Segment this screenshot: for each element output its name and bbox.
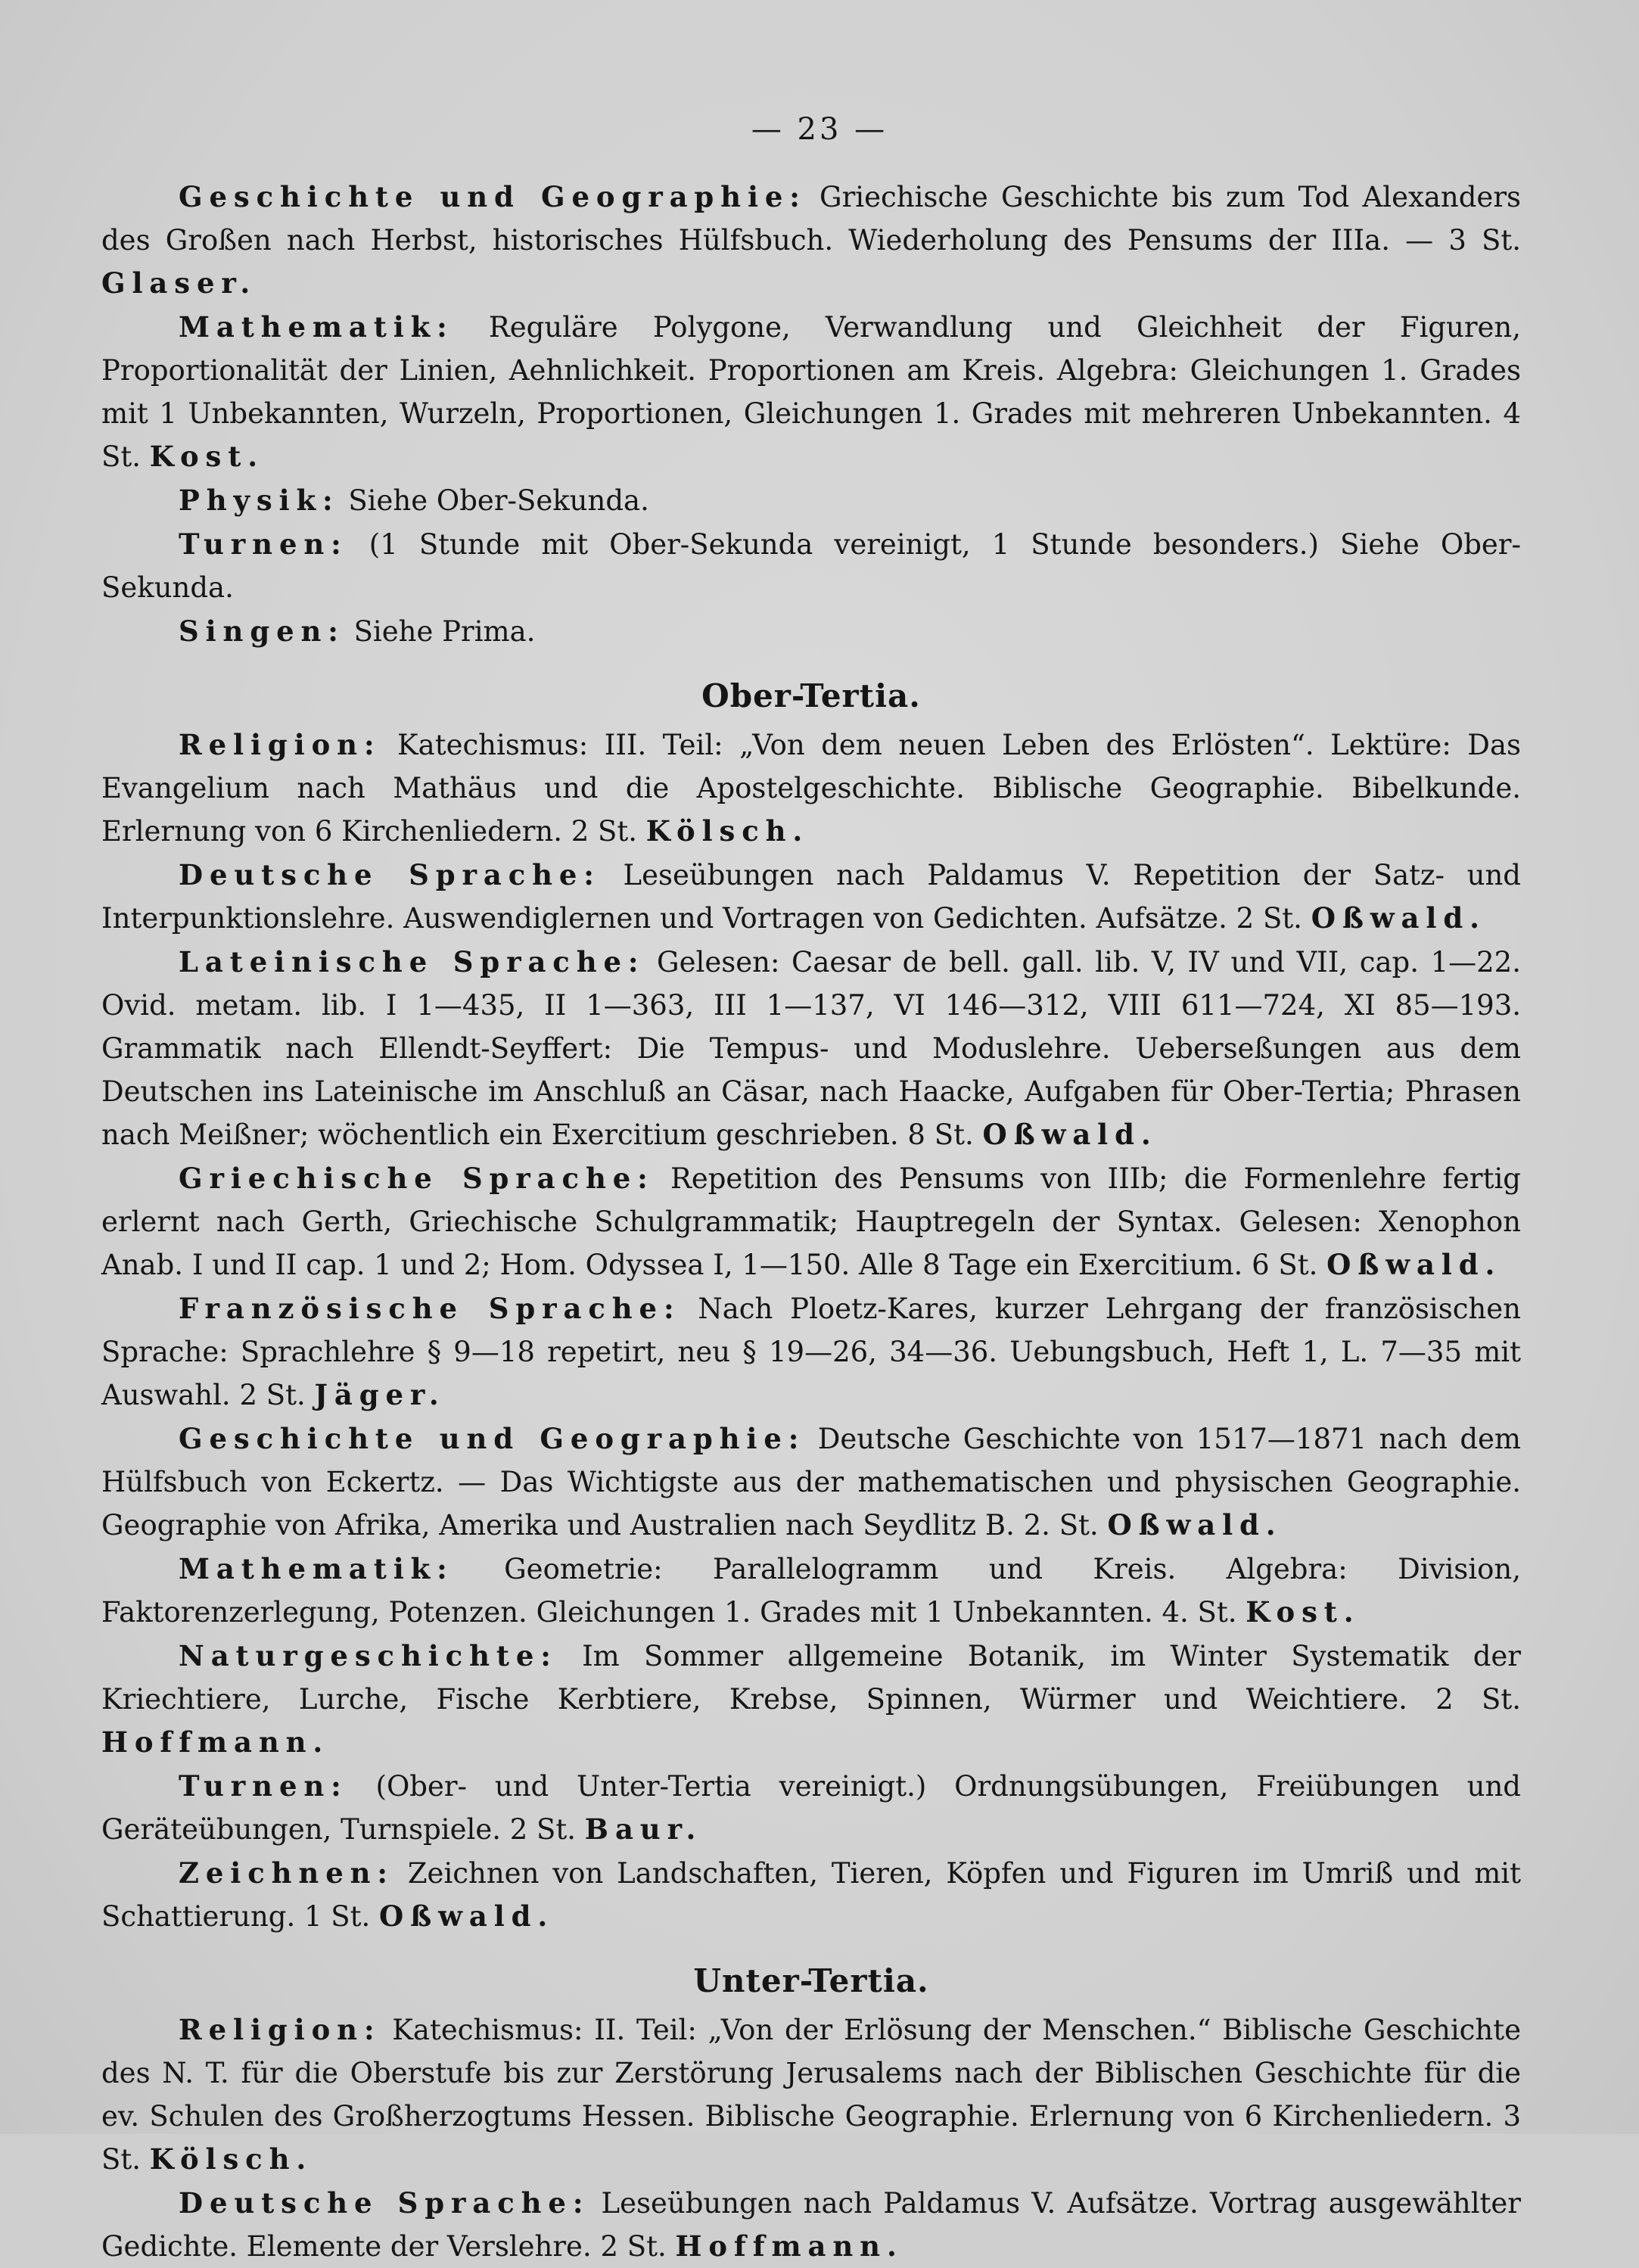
teacher-name: Hoffmann. xyxy=(675,2229,903,2263)
paragraph-turnen-1 xyxy=(101,523,1521,609)
teacher-name: Glaser. xyxy=(101,266,257,300)
teacher-name: Oßwald. xyxy=(1326,1248,1502,1281)
teacher-name: Hoffmann. xyxy=(101,1725,330,1759)
paragraph-text: Leseübungen nach Paldamus V. Aufsätze. Vortrag ausgewählter Gedichte. Elemente der Verslehre. 2 St. xyxy=(101,2187,1521,2263)
teacher-name: Kost. xyxy=(149,440,264,473)
teacher-name: Oßwald. xyxy=(1311,901,1486,935)
subject-label: Deutsche Sprache: xyxy=(179,858,601,891)
paragraph-zeichnen-2 xyxy=(101,1852,1521,1938)
subject-label: Physik: xyxy=(179,484,340,517)
teacher-name: Jäger. xyxy=(314,1378,446,1411)
subject-label: Religion: xyxy=(179,728,381,761)
paragraph-text: Gelesen: Caesar de bell. gall. lib. V, IV und VII, cap. 1—22. Ovid. metam. lib. I 1—435, II 1—363, III 1—137, VI 146—312, VIII 611—724, XI 85—193. Grammatik nach Ellendt-Seyffert: Die Tempus- und Moduslehre. Ueberseßungen aus dem Deutschen ins Lateinische im Anschluß an Cäsar, nach Haacke, Aufgaben für Ober-Tertia; Phrasen nach Meißner; wöchentlich ein Exercitium geschrieben. 8 St. xyxy=(101,946,1521,1151)
paragraph-text: (Ober- und Unter-Tertia vereinigt.) Ordnungsübungen, Freiübungen und Geräteübungen, Turnspiele. 2 St. xyxy=(101,1770,1521,1846)
teacher-name: Kölsch. xyxy=(645,814,810,848)
paragraph-religion-2 xyxy=(101,723,1521,853)
paragraph-text: Siehe Prima. xyxy=(344,615,536,648)
subject-label: Griechische Sprache: xyxy=(179,1162,655,1195)
subject-label: Turnen: xyxy=(179,1769,348,1803)
paragraph-text: Griechische Geschichte bis zum Tod Alexanders des Großen nach Herbst, historisches Hülfsbuch. Wiederholung des Pensums der IIIa. — 3 St. xyxy=(101,181,1522,257)
teacher-name: Oßwald. xyxy=(1107,1508,1283,1542)
body-text xyxy=(101,176,1521,2268)
subject-label: Mathematik: xyxy=(179,310,454,344)
paragraph-deutsch-3 xyxy=(101,2182,1521,2268)
paragraph-text: Geometrie: Parallelogramm und Kreis. Algebra: Division, Faktorenzerlegung, Potenzen. Gleichungen 1. Grades mit 1 Unbekannten. 4. St. xyxy=(101,1553,1521,1629)
paragraph-text: Deutsche Geschichte von 1517—1871 nach dem Hülfsbuch von Eckertz. — Das Wichtigste aus der mathematischen und physischen Geographie. Geographie von Afrika, Amerika und Australien nach Seydlitz B. 2. St. xyxy=(101,1423,1521,1542)
subject-label: Französische Sprache: xyxy=(179,1292,681,1325)
paragraph-deutsch-2 xyxy=(101,854,1521,940)
teacher-name: Kost. xyxy=(1246,1595,1361,1629)
paragraph-text: Reguläre Polygone, Verwandlung und Gleichheit der Figuren, Proportionalität der Linien, Aehnlichkeit. Proportionen am Kreis. Algebra: Gleichungen 1. Grades mit 1 Unbekannten, Wurzeln, Proportionen, Gleichungen 1. Grades mit mehreren Unbekannten. 4 St. xyxy=(101,311,1521,473)
paragraph-text: (1 Stunde mit Ober-Sekunda vereinigt, 1 Stunde besonders.) Siehe Ober-Sekunda. xyxy=(101,528,1521,604)
subject-label: Geschichte und Geographie: xyxy=(179,180,807,213)
paragraph-franzoesisch-2 xyxy=(101,1287,1521,1417)
paragraph-text: Nach Ploetz-Kares, kurzer Lehrgang der französischen Sprache: Sprachlehre § 9—18 repetirt, neu § 19—26, 34—36. Uebungsbuch, Heft 1, L. 7—35 mit Auswahl. 2 St. xyxy=(101,1293,1521,1411)
paragraph-text: Katechismus: III. Teil: „Von dem neuen Leben des Erlösten“. Lektüre: Das Evangelium nach Mathäus und die Apostelgeschichte. Biblische Geographie. Bibelkunde. Erlernung von 6 Kirchenliedern. 2 St. xyxy=(101,729,1521,848)
paragraph-text: Siehe Ober-Sekunda. xyxy=(339,484,649,517)
subject-label: Lateinische Sprache: xyxy=(179,945,645,978)
subject-label: Mathematik: xyxy=(179,1552,454,1585)
teacher-name: Oßwald. xyxy=(982,1118,1158,1151)
subject-label: Deutsche Sprache: xyxy=(179,2186,590,2220)
subject-label: Turnen: xyxy=(179,527,348,561)
subject-label: Naturgeschichte: xyxy=(179,1639,558,1672)
paragraph-griechisch-2 xyxy=(101,1157,1521,1286)
paragraph-geschichte-1 xyxy=(101,176,1521,305)
paragraph-religion-3 xyxy=(101,2008,1521,2181)
paragraph-text: Zeichnen von Landschaften, Tieren, Köpfen und Figuren im Umriß und mit Schattierung. 1 St. xyxy=(101,1857,1521,1933)
paragraph-text: Repetition des Pensums von IIIb; die Formenlehre fertig erlernt nach Gerth, Griechische Schulgrammatik; Hauptregeln der Syntax. Gelesen: Xenophon Anab. I und II cap. 1 und 2; Hom. Odyssea I, 1—150. Alle 8 Tage ein Exercitium. 6 St. xyxy=(101,1162,1521,1281)
paragraph-mathematik-2 xyxy=(101,1548,1521,1634)
paragraph-text: Im Sommer allgemeine Botanik, im Winter Systematik der Kriechtiere, Lurche, Fische Kerbtiere, Krebse, Spinnen, Würmer und Weichtiere. 2 St. xyxy=(101,1640,1521,1716)
paragraph-naturgeschichte-2 xyxy=(101,1635,1521,1764)
subject-label: Singen: xyxy=(179,614,345,648)
paragraph-singen-1 xyxy=(101,610,1521,653)
section-heading-ober-tertia: Ober-Tertia. xyxy=(701,677,921,714)
paragraph-text: Katechismus: II. Teil: „Von der Erlösung der Menschen.“ Biblische Geschichte des N. T. für die Oberstufe bis zur Zerstörung Jerusalems nach der Biblischen Geschichte für die ev. Schulen des Großherzogtums Hessen. Biblische Geographie. Erlernung von 6 Kirchenliedern. 3 St. xyxy=(101,2014,1521,2176)
paragraph-physik-1 xyxy=(101,479,1521,522)
paragraph-latein-2 xyxy=(101,941,1521,1156)
paragraph-text: Leseübungen nach Paldamus V. Repetition der Satz- und Interpunktionslehre. Auswendiglernen und Vortragen von Gedichten. Aufsätze. 2 St. xyxy=(101,859,1521,935)
section-heading-unter-tertia: Unter-Tertia. xyxy=(693,1962,929,1999)
paragraph-turnen-2 xyxy=(101,1765,1521,1851)
teacher-name: Baur. xyxy=(584,1812,703,1846)
subject-label: Geschichte und Geographie: xyxy=(179,1422,806,1455)
page-number: — 23 — xyxy=(751,112,888,147)
subject-label: Religion: xyxy=(179,2013,381,2046)
teacher-name: Oßwald. xyxy=(379,1899,555,1933)
paragraph-mathematik-1 xyxy=(101,306,1521,478)
paragraph-geschichte-2 xyxy=(101,1417,1521,1547)
teacher-name: Kölsch. xyxy=(149,2142,313,2176)
subject-label: Zeichnen: xyxy=(179,1856,394,1890)
